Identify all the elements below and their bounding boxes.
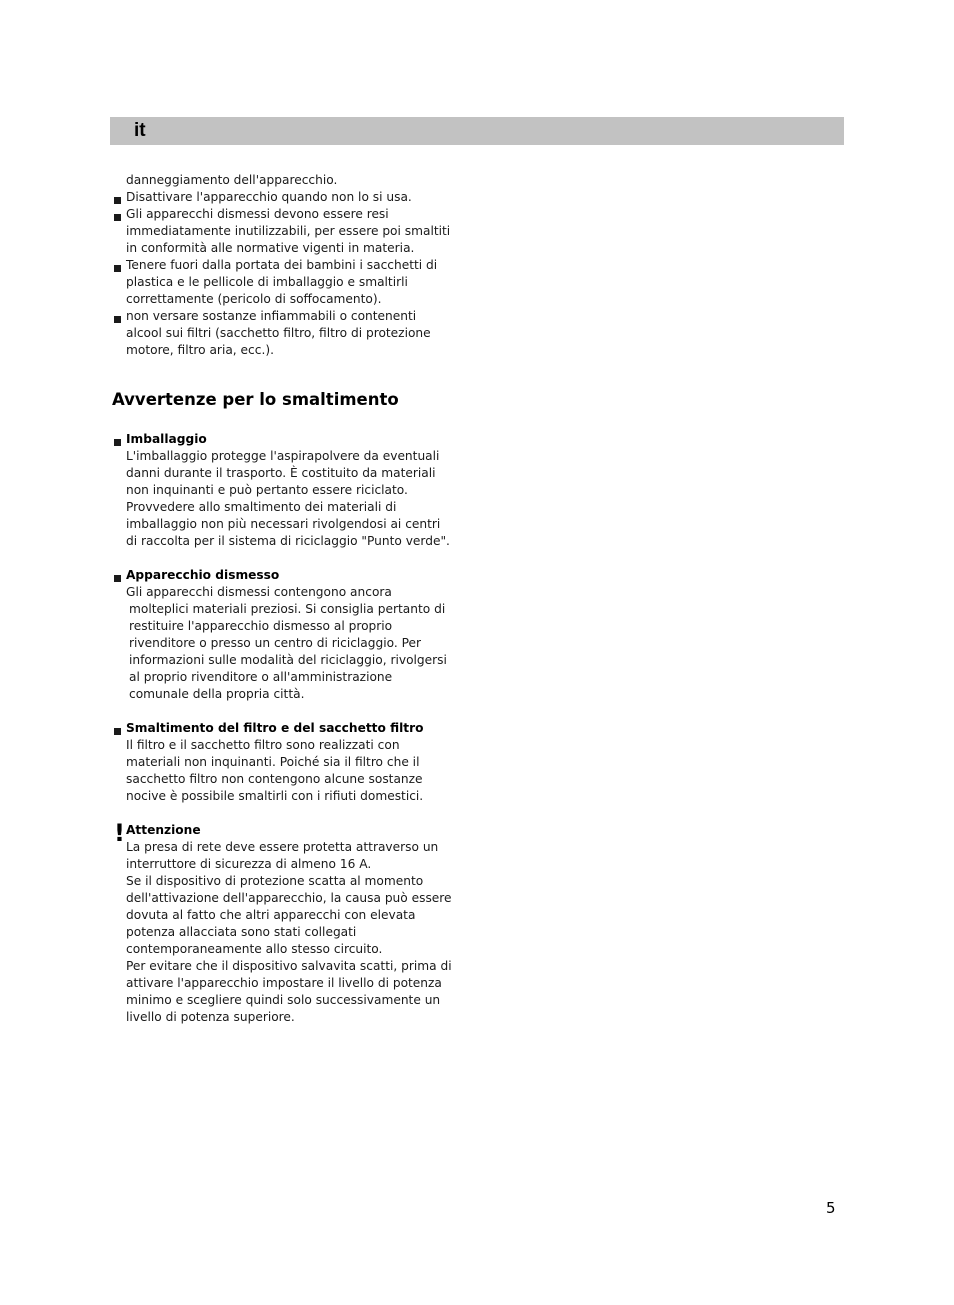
text-line: restituire l'apparecchio dismesso al proprio [129, 619, 393, 633]
item-title: Apparecchio dismesso [126, 568, 280, 582]
text-line: danneggiamento dell'apparecchio. [126, 173, 338, 187]
text-line: molteplici materiali preziosi. Si consiglia pertanto di [129, 602, 446, 616]
text-line: sacchetto filtro non contengono alcune sostanze [126, 772, 423, 786]
text-line: potenza allacciata sono stati collegati [126, 925, 357, 939]
text-line: al proprio rivenditore o all'amministrazione [129, 670, 393, 684]
text-line: motore, filtro aria, ecc.). [126, 343, 274, 357]
item-title: Imballaggio [126, 432, 207, 446]
text-line: materiali non inquinanti. Poiché sia il filtro che il [126, 755, 420, 769]
safety-bullet-old-appliances [112, 206, 482, 257]
safety-bullet-children [112, 257, 482, 308]
text-line: Il filtro e il sacchetto filtro sono realizzati con [126, 738, 400, 752]
text-line: interruttore di sicurezza di almeno 16 A. [126, 857, 372, 871]
text-line: livello di potenza superiore. [126, 1010, 295, 1024]
text-line: alcool sui filtri (sacchetto filtro, filtro di protezione [126, 326, 431, 340]
language-code: it [134, 120, 146, 141]
text-line: minimo e scegliere quindi solo successivamente un [126, 993, 441, 1007]
disposal-item-filter [112, 720, 482, 805]
text-line: Provvedere allo smaltimento dei materiali di [126, 500, 397, 514]
text-line: contemporaneamente allo stesso circuito. [126, 942, 383, 956]
text-line: di raccolta per il sistema di riciclaggio "Punto verde". [126, 534, 450, 548]
warning-title: Attenzione [126, 823, 201, 837]
text-line: Gli apparecchi dismessi devono essere resi [126, 207, 389, 221]
text-line: immediatamente inutilizzabili, per essere poi smaltiti [126, 224, 451, 238]
exclamation-icon: ! [114, 819, 125, 847]
warning-block [112, 819, 482, 1026]
text-line: nocive è possibile smaltirli con i rifiuti domestici. [126, 789, 424, 803]
text-line: Se il dispositivo di protezione scatta al momento [126, 874, 424, 888]
text-line: in conformità alle normative vigenti in materia. [126, 241, 415, 255]
page-number: 5 [826, 1199, 836, 1217]
text-line: dovuta al fatto che altri apparecchi con elevata [126, 908, 416, 922]
text-line: non versare sostanze infiammabili o contenenti [126, 309, 417, 323]
language-bar [110, 117, 844, 145]
text-line: informazioni sulle modalità del riciclaggio, rivolgersi [129, 653, 447, 667]
safety-bullet-flammable [112, 308, 482, 359]
main-column [112, 172, 482, 1026]
text-line: attivare l'apparecchio impostare il livello di potenza [126, 976, 442, 990]
safety-bullet-switch-off [112, 189, 482, 206]
text-line: non inquinanti e può pertanto essere riciclato. [126, 483, 408, 497]
text-line: L'imballaggio protegge l'aspirapolvere da eventuali [126, 449, 440, 463]
text-line: dell'attivazione dell'apparecchio, la causa può essere [126, 891, 452, 905]
text-line: Per evitare che il dispositivo salvavita scatti, prima di [126, 959, 452, 973]
section-title-disposal: Avvertenze per lo smaltimento [112, 390, 399, 409]
text-line: imballaggio non più necessari rivolgendosi ai centri [126, 517, 441, 531]
intro-continuation [112, 172, 482, 189]
text-line: comunale della propria città. [129, 687, 305, 701]
text-line: plastica e le pellicole di imballaggio e smaltirli [126, 275, 408, 289]
text-line: Disattivare l'apparecchio quando non lo si usa. [126, 190, 412, 204]
disposal-item-old-appliance [112, 567, 482, 703]
text-line: correttamente (pericolo di soffocamento). [126, 292, 382, 306]
text-line: danni durante il trasporto. È costituito da materiali [126, 466, 436, 480]
text-line: Tenere fuori dalla portata dei bambini i sacchetti di [126, 258, 438, 272]
item-title: Smaltimento del filtro e del sacchetto filtro [126, 721, 424, 735]
text-line: Gli apparecchi dismessi contengono ancora [126, 585, 392, 599]
text-line: rivenditore o presso un centro di riciclaggio. Per [129, 636, 422, 650]
text-line: La presa di rete deve essere protetta attraverso un [126, 840, 439, 854]
disposal-item-packaging [112, 431, 482, 550]
